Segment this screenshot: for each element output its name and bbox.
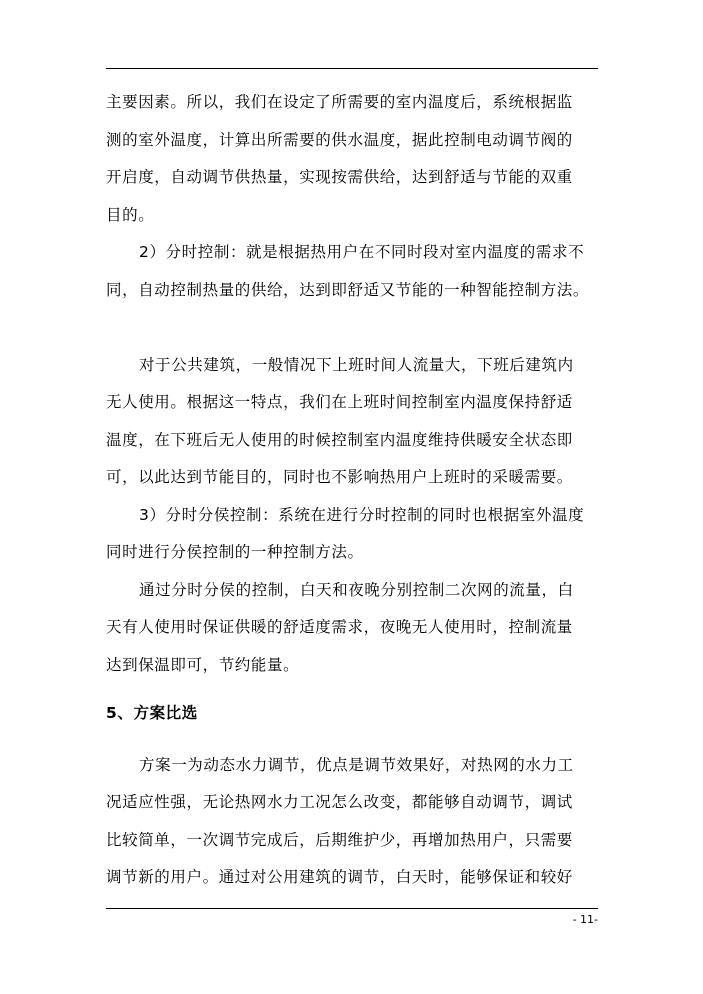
body-line: 温度，在下班后无人使用的时候控制室内温度维持供暖安全状态即 <box>106 431 573 449</box>
section-heading: 5、方案比选 <box>106 704 198 722</box>
body-line: 可，以此达到节能目的，同时也不影响热用户上班时的采暖需要。 <box>106 468 573 486</box>
body-line: 对于公共建筑，一般情况下上班时间人流量大，下班后建筑内 <box>139 356 574 374</box>
body-line: 目的。 <box>106 206 155 224</box>
body-line: 达到保温即可，节约能量。 <box>106 656 300 674</box>
body-line: 测的室外温度，计算出所需要的供水温度，据此控制电动调节阀的 <box>106 131 573 149</box>
body-line: 开启度，自动调节供热量，实现按需供给，达到舒适与节能的双重 <box>106 168 573 186</box>
body-line: 调节新的用户。通过对公用建筑的调节，白天时，能够保证和较好 <box>106 868 573 886</box>
page-number: - 11- <box>572 913 598 926</box>
body-line: 无人使用。根据这一特点，我们在上班时间控制室内温度保持舒适 <box>106 393 573 411</box>
body-line: 同时进行分侯控制的一种控制方法。 <box>106 543 364 561</box>
body-line: 天有人使用时保证供暖的舒适度需求，夜晚无人使用时，控制流量 <box>106 618 573 636</box>
body-line: 方案一为动态水力调节，优点是调节效果好，对热网的水力工 <box>139 756 574 774</box>
body-line: 况适应性强，无论热网水力工况怎么改变，都能够自动调节，调试 <box>106 793 573 811</box>
footer-rule <box>106 908 598 909</box>
body-line: 通过分时分侯的控制，白天和夜晚分别控制二次网的流量，白 <box>139 581 574 599</box>
body-line: 比较简单，一次调节完成后，后期维护少，再增加热用户，只需要 <box>106 831 573 849</box>
body-line: 2）分时控制：就是根据热用户在不同时段对室内温度的需求不 <box>139 243 585 261</box>
body-line: 3）分时分侯控制：系统在进行分时控制的同时也根据室外温度 <box>139 506 585 524</box>
body-line: 主要因素。所以，我们在设定了所需要的室内温度后，系统根据监 <box>106 93 573 111</box>
body-line: 同，自动控制热量的供给，达到即舒适又节能的一种智能控制方法。 <box>106 281 590 299</box>
header-rule <box>106 68 598 69</box>
